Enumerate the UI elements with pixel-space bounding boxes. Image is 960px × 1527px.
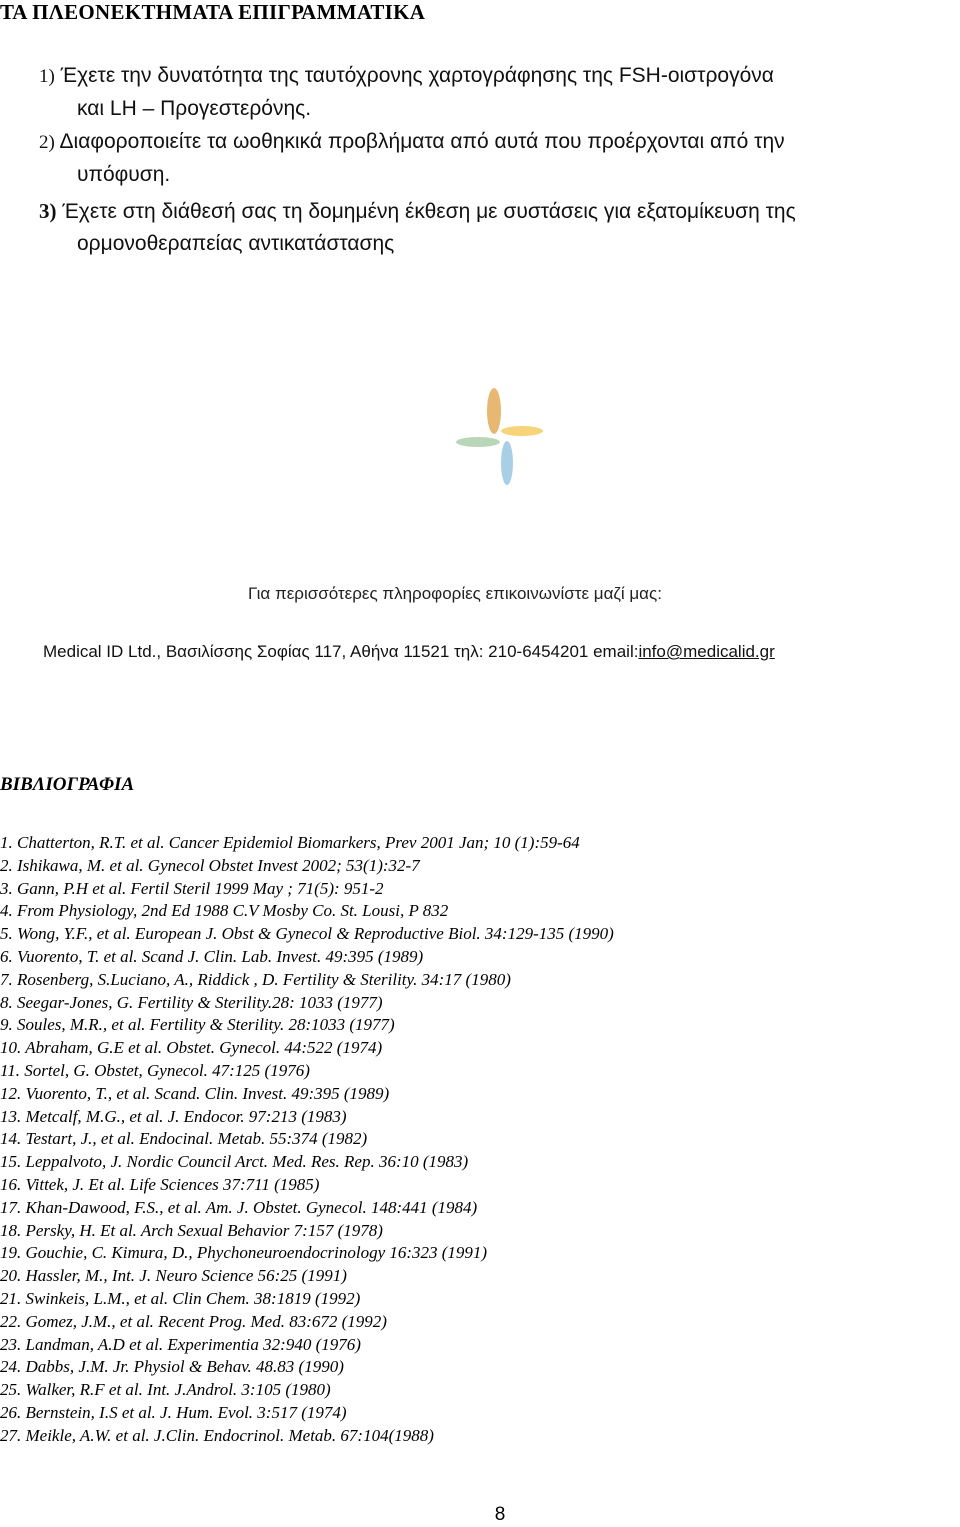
- reference-item: 16. Vittek, J. Et al. Life Sciences 37:711 (1985): [0, 1174, 320, 1194]
- reference-item: 19. Gouchie, C. Kimura, D., Phychoneuroendocrinology 16:323 (1991): [0, 1243, 488, 1263]
- advantage-text: Έχετε στη διάθεσή σας τη δομημένη έκθεση με συστάσεις για εξατομίκευση της: [62, 200, 796, 223]
- advantage-item-1: [0, 60, 960, 125]
- reference-item: 22. Gomez, J.M., et al. Recent Prog. Med. 83:672 (1992): [0, 1311, 387, 1331]
- company-logo: [452, 386, 548, 488]
- reference-item: 21. Swinkeis, L.M., et al. Clin Chem. 38:1819 (1992): [0, 1288, 361, 1308]
- reference-item: 11. Sortel, G. Obstet, Gynecol. 47:125 (1976): [0, 1060, 310, 1080]
- contact-lead: Για περισσότερες πληροφορίες επικοινωνίστε μαζί μας:: [248, 584, 662, 603]
- advantage-text: Διαφοροποιείτε τα ωοθηκικά προβλήματα από αυτά που προέρχονται από την: [59, 130, 785, 153]
- company-address: , Βασιλίσσης Σοφίας 117, Αθήνα 11521 τηλ: 210-6454201 email:: [156, 642, 639, 661]
- reference-item: 17. Khan-Dawood, F.S., et al. Am. J. Obstet. Gynecol. 148:441 (1984): [0, 1197, 478, 1217]
- reference-item: 25. Walker, R.F et al. Int. J.Androl. 3:105 (1980): [0, 1380, 331, 1400]
- logo-petal-top: [487, 388, 501, 434]
- advantage-item-3: [0, 195, 960, 260]
- reference-item: 12. Vuorento, T., et al. Scand. Clin. Invest. 49:395 (1989): [0, 1083, 390, 1103]
- reference-item: 1. Chatterton, R.T. et al. Cancer Epidemiol Biomarkers, Prev 2001 Jan; 10 (1):59-64: [0, 833, 580, 852]
- reference-item: 26. Bernstein, I.S et al. J. Hum. Evol. 3:517 (1974): [0, 1402, 347, 1422]
- page-number: 8: [494, 1504, 506, 1525]
- reference-item: 2. Ishikawa, M. et al. Gynecol Obstet Invest 2002; 53(1):32-7: [0, 855, 420, 875]
- logo-petal-left: [456, 437, 500, 447]
- reference-item: 7. Rosenberg, S.Luciano, A., Riddick , D. Fertility & Sterility. 34:17 (1980): [0, 969, 511, 989]
- advantage-number: 1): [39, 66, 55, 87]
- reference-item: 8. Seegar-Jones, G. Fertility & Sterility.28: 1033 (1977): [0, 992, 383, 1012]
- advantage-text: Έχετε την δυνατότητα της ταυτόχρονης χαρτογράφησης της FSH-οιστρογόνα: [60, 64, 774, 87]
- reference-item: 24. Dabbs, J.M. Jr. Physiol & Behav. 48.83 (1990): [0, 1357, 344, 1377]
- reference-item: 20. Hassler, M., Int. J. Neuro Science 56:25 (1991): [0, 1266, 347, 1286]
- email-link[interactable]: info@medicalid.gr: [638, 642, 775, 661]
- reference-item: 10. Abraham, G.E et al. Obstet. Gynecol. 44:522 (1974): [0, 1038, 383, 1058]
- advantage-text-continued: ορμονοθεραπείας αντικατάστασης: [77, 232, 395, 255]
- bibliography-title: ΒΙΒΛΙΟΓΡΑΦΙΑ: [0, 774, 135, 795]
- contact-line: [43, 642, 775, 662]
- reference-item: 9. Soules, M.R., et al. Fertility & Sterility. 28:1033 (1977): [0, 1015, 395, 1035]
- reference-item: 14. Testart, J., et al. Endocinal. Metab. 55:374 (1982): [0, 1129, 368, 1149]
- page-title: ΤΑ ΠΛΕΟΝΕΚΤΗΜΑΤΑ ΕΠΙΓΡΑΜΜΑΤΙΚΑ: [0, 0, 426, 24]
- advantage-item-2: [0, 126, 960, 191]
- reference-item: 15. Leppalvoto, J. Nordic Council Arct. Med. Res. Rep. 36:10 (1983): [0, 1152, 469, 1172]
- advantage-text-continued: και LH – Προγεστερόνης.: [77, 97, 312, 120]
- bibliography-list: [0, 832, 614, 1448]
- reference-item: 3. Gann, P.H et al. Fertil Steril 1999 May ; 71(5): 951-2: [0, 878, 384, 898]
- reference-item: 23. Landman, A.D et al. Experimentia 32:940 (1976): [0, 1334, 361, 1354]
- reference-item: 18. Persky, H. Et al. Arch Sexual Behavior 7:157 (1978): [0, 1220, 383, 1240]
- reference-item: 13. Metcalf, M.G., et al. J. Endocor. 97:213 (1983): [0, 1106, 347, 1126]
- logo-petal-bottom: [501, 441, 513, 485]
- reference-item: 5. Wong, Y.F., et al. European J. Obst & Gynecol & Reproductive Biol. 34:129-135 (1990): [0, 924, 614, 944]
- company-name: Medical ID Ltd.: [43, 642, 157, 661]
- advantage-number: 2): [39, 132, 55, 153]
- reference-item: 27. Meikle, A.W. et al. J.Clin. Endocrinol. Metab. 67:104(1988): [0, 1425, 434, 1445]
- advantage-text-continued: υπόφυση.: [77, 163, 171, 186]
- logo-petal-right: [501, 426, 543, 436]
- advantage-number: 3): [39, 199, 57, 223]
- reference-item: 6. Vuorento, T. et al. Scand J. Clin. Lab. Invest. 49:395 (1989): [0, 946, 424, 966]
- reference-item: 4. From Physiology, 2nd Ed 1988 C.V Mosby Co. St. Lousi, P 832: [0, 901, 449, 921]
